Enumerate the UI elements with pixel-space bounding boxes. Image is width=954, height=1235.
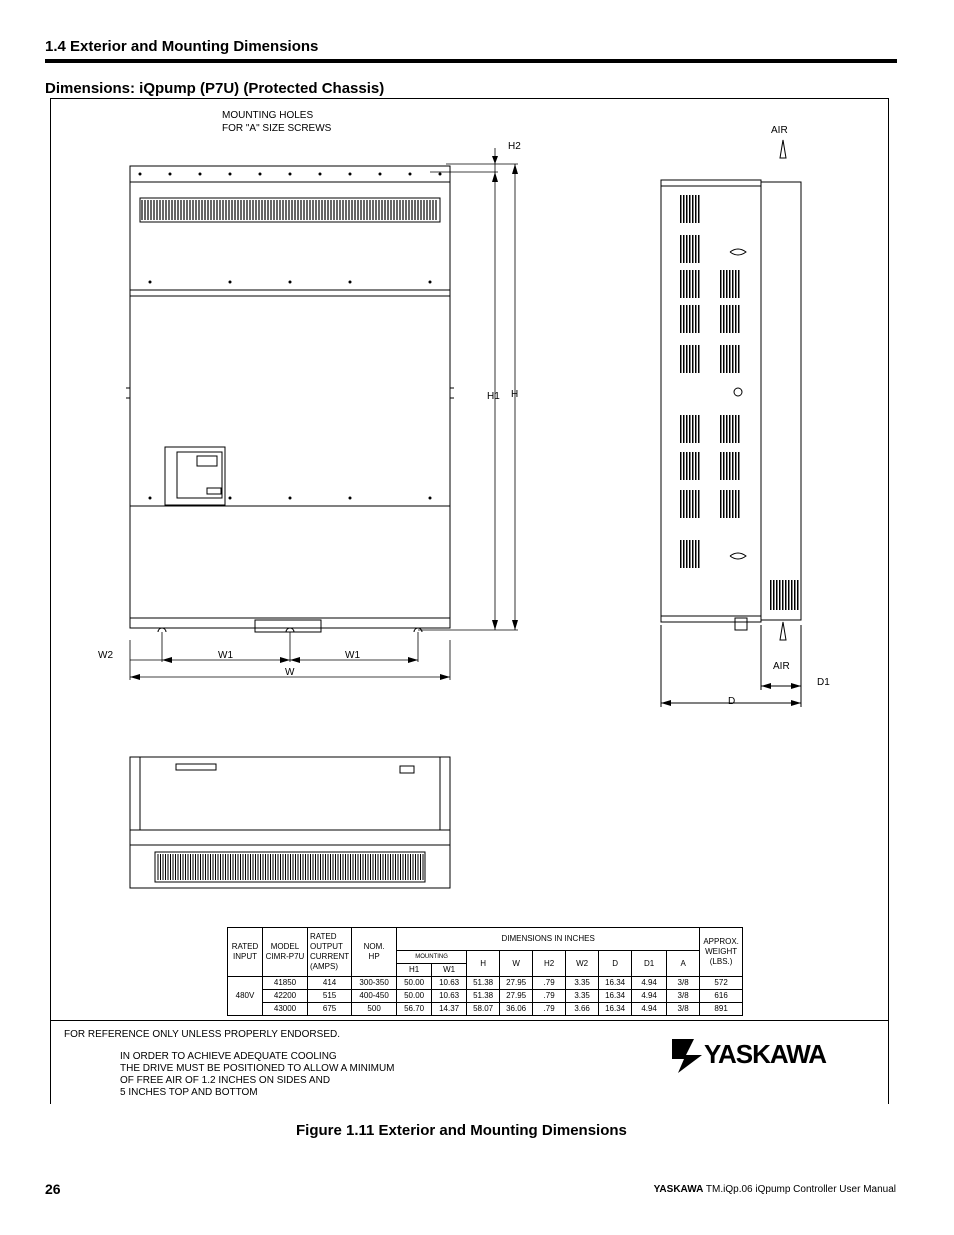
cell: 4.94 bbox=[632, 990, 667, 1003]
bottom-slats bbox=[158, 854, 423, 880]
th-mounting: MOUNTING bbox=[397, 951, 467, 964]
label-w2: W2 bbox=[98, 650, 113, 661]
label-d1: D1 bbox=[817, 677, 830, 688]
th-h: H bbox=[467, 951, 500, 977]
cell: 10.63 bbox=[432, 990, 467, 1003]
cell: 14.37 bbox=[432, 1003, 467, 1016]
cell-rated-input: 480V bbox=[228, 977, 263, 1016]
cell: 572 bbox=[700, 977, 743, 990]
side-vents bbox=[680, 195, 799, 610]
cell: 42200 bbox=[263, 990, 308, 1003]
cell: 500 bbox=[352, 1003, 397, 1016]
table-row bbox=[228, 977, 743, 990]
cooling-note-4: 5 INCHES TOP AND BOTTOM bbox=[120, 1087, 258, 1098]
table-row bbox=[228, 990, 743, 1003]
cell: 3.35 bbox=[566, 990, 599, 1003]
th-a: A bbox=[667, 951, 700, 977]
yaskawa-logo-icon bbox=[672, 1035, 858, 1075]
cell: 50.00 bbox=[397, 990, 432, 1003]
cell: 4.94 bbox=[632, 977, 667, 990]
label-h1: H1 bbox=[487, 391, 500, 402]
cell: 27.95 bbox=[500, 977, 533, 990]
cell: 51.38 bbox=[467, 990, 500, 1003]
figure-caption: Figure 1.11 Exterior and Mounting Dimensions bbox=[296, 1122, 627, 1139]
cell: 891 bbox=[700, 1003, 743, 1016]
cell: 616 bbox=[700, 990, 743, 1003]
th-weight: APPROX. WEIGHT (LBS.) bbox=[700, 928, 743, 977]
th-dimensions: DIMENSIONS IN INCHES bbox=[397, 928, 700, 951]
cell: 41850 bbox=[263, 977, 308, 990]
front-vent-grille bbox=[140, 198, 440, 222]
cell: 4.94 bbox=[632, 1003, 667, 1016]
footer-brand: YASKAWA bbox=[653, 1184, 704, 1195]
mounting-note-2: FOR "A" SIZE SCREWS bbox=[222, 123, 332, 134]
cell: 10.63 bbox=[432, 977, 467, 990]
cell: .79 bbox=[533, 1003, 566, 1016]
dimensions-table bbox=[227, 927, 743, 1016]
cell: 3.66 bbox=[566, 1003, 599, 1016]
yaskawa-logo bbox=[672, 1035, 858, 1075]
cell: 51.38 bbox=[467, 977, 500, 990]
label-w: W bbox=[285, 667, 295, 678]
cell: 56.70 bbox=[397, 1003, 432, 1016]
th-d1: D1 bbox=[632, 951, 667, 977]
section-title: 1.4 Exterior and Mounting Dimensions bbox=[45, 38, 319, 55]
cell: 16.34 bbox=[599, 1003, 632, 1016]
cooling-note-3: OF FREE AIR OF 1.2 INCHES ON SIDES AND bbox=[120, 1075, 331, 1086]
side-view bbox=[661, 140, 801, 707]
footer-manual: TM.iQp.06 iQpump Controller User Manual bbox=[703, 1184, 896, 1195]
cell: .79 bbox=[533, 990, 566, 1003]
svg-text:YASKAWA: YASKAWA bbox=[704, 1039, 827, 1069]
cell: 675 bbox=[308, 1003, 352, 1016]
cooling-note-2: THE DRIVE MUST BE POSITIONED TO ALLOW A MINIMUM bbox=[120, 1063, 395, 1074]
th-w2: W2 bbox=[566, 951, 599, 977]
th-d: D bbox=[599, 951, 632, 977]
label-air-top: AIR bbox=[771, 125, 788, 136]
cell: 400-450 bbox=[352, 990, 397, 1003]
cell: 58.07 bbox=[467, 1003, 500, 1016]
th-model: MODEL CIMR-P7U bbox=[263, 928, 308, 977]
front-view-outline bbox=[130, 166, 450, 628]
cell: 3/8 bbox=[667, 990, 700, 1003]
page-number: 26 bbox=[45, 1181, 61, 1197]
label-d: D bbox=[728, 696, 736, 707]
cell: 3/8 bbox=[667, 977, 700, 990]
cell: 16.34 bbox=[599, 977, 632, 990]
label-w1-left: W1 bbox=[218, 650, 233, 661]
th-w: W bbox=[500, 951, 533, 977]
cell: 43000 bbox=[263, 1003, 308, 1016]
cell: 3.35 bbox=[566, 977, 599, 990]
label-h2: H2 bbox=[508, 141, 521, 152]
th-rated-input: RATED INPUT bbox=[228, 928, 263, 977]
cooling-note-1: IN ORDER TO ACHIEVE ADEQUATE COOLING bbox=[120, 1051, 337, 1062]
th-w1: W1 bbox=[432, 964, 467, 977]
th-nom-hp: NOM. HP bbox=[352, 928, 397, 977]
cell: .79 bbox=[533, 977, 566, 990]
cell: 16.34 bbox=[599, 990, 632, 1003]
th-h2: H2 bbox=[533, 951, 566, 977]
cell: 414 bbox=[308, 977, 352, 990]
footer-text bbox=[654, 1184, 896, 1195]
label-w1-right: W1 bbox=[345, 650, 360, 661]
label-air-bottom: AIR bbox=[773, 661, 790, 672]
cell: 50.00 bbox=[397, 977, 432, 990]
th-h1: H1 bbox=[397, 964, 432, 977]
cell: 300-350 bbox=[352, 977, 397, 990]
reference-note: FOR REFERENCE ONLY UNLESS PROPERLY ENDORSED. bbox=[64, 1029, 340, 1040]
cell: 27.95 bbox=[500, 990, 533, 1003]
table-row bbox=[228, 1003, 743, 1016]
sub-title: Dimensions: iQpump (P7U) (Protected Chassis) bbox=[45, 80, 385, 97]
cell: 36.06 bbox=[500, 1003, 533, 1016]
cell: 515 bbox=[308, 990, 352, 1003]
mounting-note-1: MOUNTING HOLES bbox=[222, 110, 314, 121]
th-rated-output: RATED OUTPUT CURRENT (AMPS) bbox=[308, 928, 352, 977]
label-h: H bbox=[511, 389, 519, 400]
cell: 3/8 bbox=[667, 1003, 700, 1016]
